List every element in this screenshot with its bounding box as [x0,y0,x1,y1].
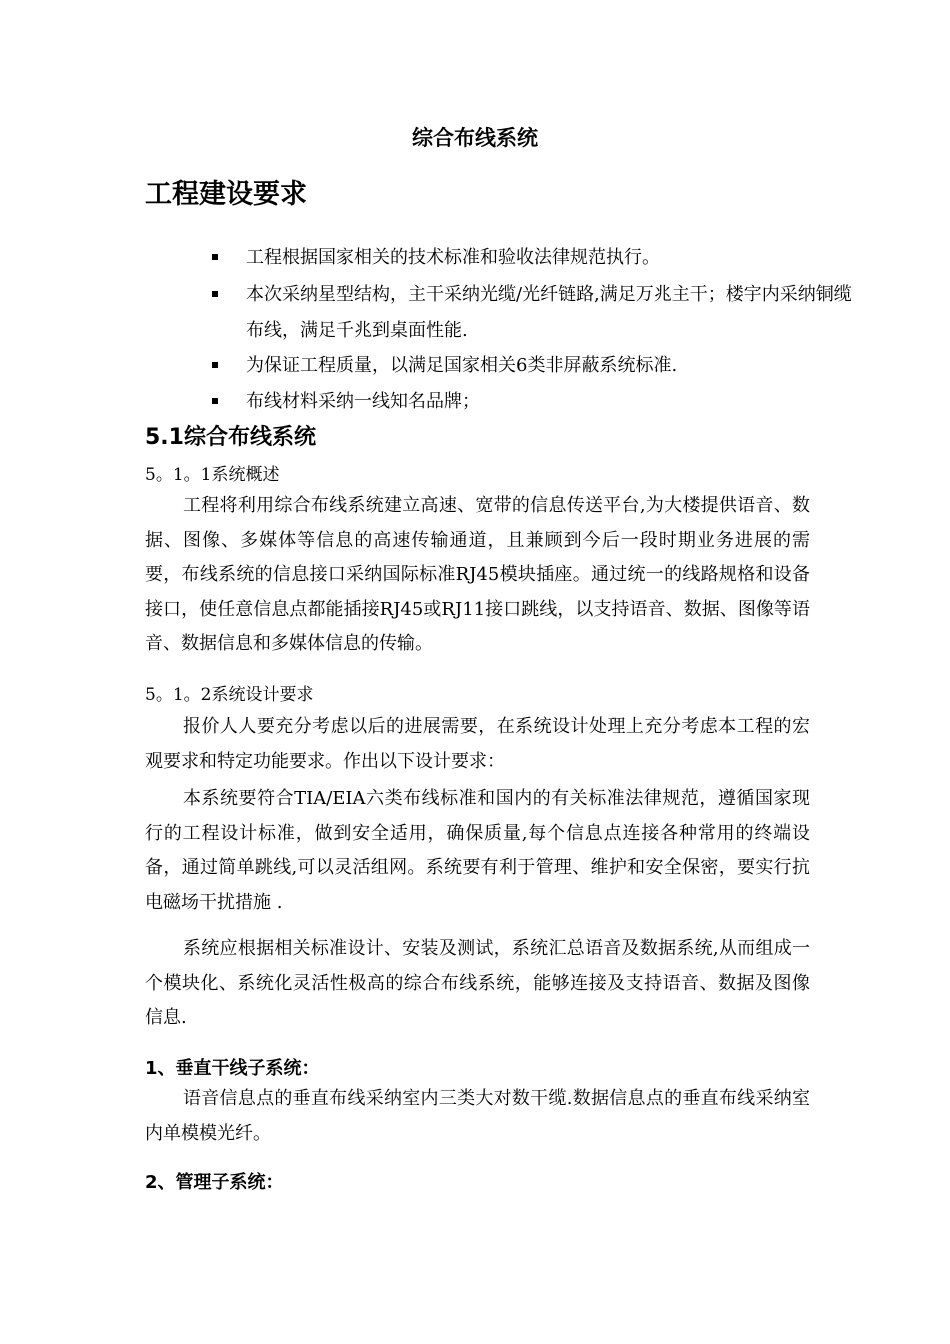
section-heading: 5.1综合布线系统 [145,425,316,450]
list-item [210,348,866,384]
square-bullet-icon [212,362,218,368]
document-title: 综合布线系统 [412,125,538,150]
list-item-text: 工程根据国家相关的技术标准和验收法律规范执行。 [246,247,660,268]
list-item-text: 布线材料采纳一线知名品牌； [246,391,480,412]
paragraph-overview: 工程将利用综合布线系统建立高速、宽带的信息传送平台,为大楼提供语音、数据、图像、多媒体等信息的高速传输通道，且兼顾到今后一段时期业务进展的需要，布线系统的信息接口采纳国际标准RJ45模块插座。通过统一的线路规格和设备接口，使任意信息点都能插接RJ45或RJ11接口跳线，以支持语音、数据、图像等语音、数据信息和多媒体信息的传输。 [145,495,810,654]
square-bullet-icon [212,254,218,260]
paragraph-design-2: 本系统要符合TIA/EIA六类布线标准和国内的有关标准法律规范，遵循国家现行的工程设计标准，做到安全适用，确保质量,每个信息点连接各种常用的终端设备，通过简单跳线,可以灵活组网。系统要有利于管理、维护和安全保密，要实行抗电磁场干扰措施 . [145,788,810,913]
paragraph-vertical: 语音信息点的垂直布线采纳室内三类大对数干缆.数据信息点的垂直布线采纳室内单模模光纤。 [145,1088,810,1144]
paragraph-design-1: 报价人人要充分考虑以后的进展需要，在系统设计处理上充分考虑本工程的宏观要求和特定功能要求。作出以下设计要求： [145,716,810,772]
list-item [210,277,866,349]
square-bullet-icon [212,291,218,297]
paragraph-design-3: 系统应根据相关标准设计、安装及测试，系统汇总语音及数据系统,从而组成一个模块化、系统化灵活性极高的综合布线系统，能够连接及支持语音、数据及图像信息. [145,938,810,1028]
heading-requirements: 工程建设要求 [145,179,307,210]
subsection-heading-overview: 5。1。1系统概述 [145,465,280,485]
list-item [210,240,866,276]
list-item [210,384,866,420]
list-item-text: 为保证工程质量，以满足国家相关6类非屏蔽系统标准. [246,355,678,376]
list-item-text: 本次采纳星型结构，主干采纳光缆/光纤链路,满足万兆主干；楼宇内采纳铜缆布线，满足千兆到桌面性能. [246,284,852,341]
item-heading-management: 2、管理子系统： [145,1172,284,1193]
square-bullet-icon [212,398,218,404]
item-heading-vertical: 1、垂直干线子系统： [145,1058,320,1079]
subsection-heading-design: 5。1。2系统设计要求 [145,685,314,705]
